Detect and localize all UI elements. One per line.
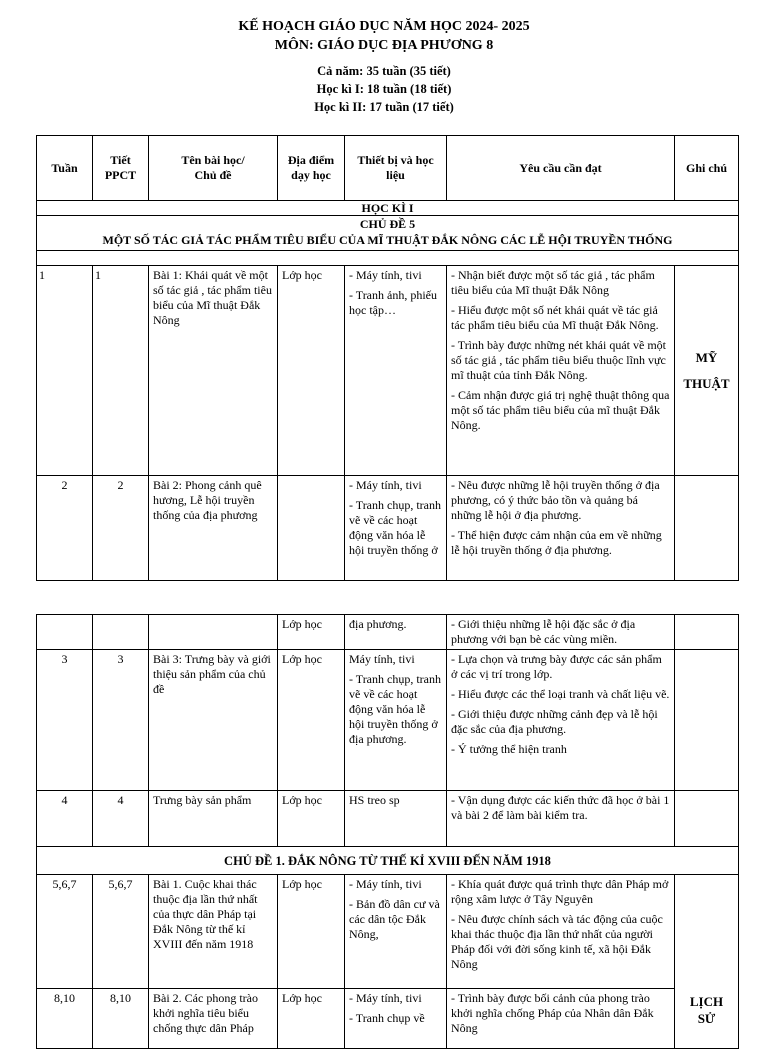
document-title: KẾ HOẠCH GIÁO DỤC NĂM HỌC 2024- 2025 bbox=[238, 19, 530, 34]
plan-table-page2 bbox=[36, 614, 739, 1049]
period-cell: 1 bbox=[93, 266, 149, 476]
term1-row bbox=[37, 201, 739, 216]
week-cell: 2 bbox=[37, 476, 93, 581]
week-cell: 1 bbox=[37, 266, 93, 476]
table-row bbox=[37, 476, 739, 581]
lesson-cell: Bài 1. Cuộc khai thác thuộc địa lần thứ nhất của thực dân Pháp tại Đắk Nông từ thế kỉ XVIII đến năm 1918 bbox=[149, 875, 278, 989]
note-cell bbox=[675, 615, 739, 650]
place-cell: Lớp học bbox=[278, 615, 345, 650]
equipment-cell: - Máy tính, tivi - Bản đồ dân cư và các dân tộc Đắk Nông, bbox=[345, 875, 447, 989]
subject-title: MÔN: GIÁO DỤC ĐỊA PHƯƠNG 8 bbox=[274, 38, 494, 53]
place-cell: Lớp học bbox=[278, 650, 345, 791]
topic5-heading: CHỦ ĐỀ 5 MỘT SỐ TÁC GIẢ TÁC PHẨM TIÊU BIỂU CỦA MĨ THUẬT ĐẮK NÔNG CÁC LỄ HỘI TRUYỀN THỐNG bbox=[37, 216, 739, 251]
place-cell: Lớp học bbox=[278, 989, 345, 1049]
equipment-cell: Máy tính, tivi - Tranh chụp, tranh vẽ về các hoạt động văn hóa lễ hội truyền thống ở địa phương. bbox=[345, 650, 447, 791]
requirement-cell: - Nhận biết được một số tác giả , tác phẩm tiêu biểu của Mĩ thuật Đắk Nông - Hiểu được một số nét khái quát về tác giả tác phẩm tiêu biểu của Mĩ thuật Đắk Nông. - Trình bày được những nét khái quát về một số tác giả , tác phẩm tiêu biểu thuộc lĩnh vực mĩ thuật của tỉnh Đắk Nông. - Cảm nhận được giá trị nghệ thuật thông qua một số tác phẩm tiêu biểu của mĩ thuật Đắk Nông. bbox=[447, 266, 675, 476]
period-cell: 5,6,7 bbox=[93, 875, 149, 989]
note-cell-art: MỸ THUẬT bbox=[675, 266, 739, 476]
col-place-header: Địa điểm dạy học bbox=[278, 136, 345, 201]
lesson-cell: Bài 2. Các phong trào khởi nghĩa tiêu biểu chống thực dân Pháp bbox=[149, 989, 278, 1049]
col-period-header: Tiết PPCT bbox=[93, 136, 149, 201]
note-cell-history: LỊCH SỬ bbox=[675, 989, 739, 1049]
requirement-cell: - Lựa chọn và trưng bày được các sản phẩm ở các vị trí trong lớp. - Hiểu được các thể loại tranh và chất liệu vẽ. - Giới thiệu được những cảnh đẹp và lễ hội đặc sắc của địa phương. - Ý tưởng thể hiện tranh bbox=[447, 650, 675, 791]
lesson-cell: Bài 1: Khái quát về một số tác giả , tác phẩm tiêu biểu của Mĩ thuật Đắk Nông bbox=[149, 266, 278, 476]
term1-label: HỌC KÌ I bbox=[37, 201, 739, 216]
equipment-cell: - Máy tính, tivi - Tranh chụp về bbox=[345, 989, 447, 1049]
period-cell: 8,10 bbox=[93, 989, 149, 1049]
topic1-heading: CHỦ ĐỀ 1. ĐẮK NÔNG TỪ THẾ KỈ XVIII ĐẾN NĂM 1918 bbox=[37, 847, 739, 875]
place-cell bbox=[278, 476, 345, 581]
table-row bbox=[37, 650, 739, 791]
requirement-cell: - Nêu được những lễ hội truyền thống ở địa phương, có ý thức bảo tồn và quảng bá những lễ hội ở địa phương. - Thể hiện được cảm nhận của em về những lễ hội truyền thống ở địa phương. bbox=[447, 476, 675, 581]
table-row bbox=[37, 615, 739, 650]
col-lesson-header: Tên bài học/ Chủ đề bbox=[149, 136, 278, 201]
equipment-cell: địa phương. bbox=[345, 615, 447, 650]
note-cell bbox=[675, 476, 739, 581]
place-cell: Lớp học bbox=[278, 791, 345, 847]
table-row bbox=[37, 875, 739, 989]
equipment-cell: - Máy tính, tivi - Tranh chụp, tranh vẽ về các hoạt động văn hóa lễ hội truyền thống ở bbox=[345, 476, 447, 581]
plan-table-page1 bbox=[36, 135, 739, 581]
period-cell: 3 bbox=[93, 650, 149, 791]
requirement-cell: - Trình bày được bối cảnh của phong trào khởi nghĩa chống Pháp của Nhân dân Đắk Nông bbox=[447, 989, 675, 1049]
period-cell bbox=[93, 615, 149, 650]
week-cell bbox=[37, 615, 93, 650]
equipment-cell: - Máy tính, tivi - Tranh ảnh, phiếu học tập… bbox=[345, 266, 447, 476]
table-row bbox=[37, 266, 739, 476]
col-note-header: Ghi chú bbox=[675, 136, 739, 201]
lesson-cell: Trưng bày sản phẩm bbox=[149, 791, 278, 847]
note-cell bbox=[675, 791, 739, 847]
col-equipment-header: Thiết bị và học liệu bbox=[345, 136, 447, 201]
year-summary: Cả năm: 35 tuần (35 tiết) bbox=[317, 64, 451, 78]
lesson-cell bbox=[149, 615, 278, 650]
equipment-cell: HS treo sp bbox=[345, 791, 447, 847]
table-row bbox=[37, 791, 739, 847]
week-cell: 4 bbox=[37, 791, 93, 847]
note-cell bbox=[675, 875, 739, 989]
place-cell: Lớp học bbox=[278, 266, 345, 476]
lesson-cell: Bài 3: Trưng bày và giới thiệu sản phẩm của chủ đề bbox=[149, 650, 278, 791]
topic5-row bbox=[37, 216, 739, 251]
col-week-header: Tuần bbox=[37, 136, 93, 201]
term1-summary: Học kì I: 18 tuần (18 tiết) bbox=[316, 82, 452, 96]
week-cell: 5,6,7 bbox=[37, 875, 93, 989]
requirement-cell: - Vận dụng được các kiến thức đã học ở bài 1 và bài 2 để làm bài kiểm tra. bbox=[447, 791, 675, 847]
topic1-row bbox=[37, 847, 739, 875]
period-cell: 4 bbox=[93, 791, 149, 847]
week-cell: 8,10 bbox=[37, 989, 93, 1049]
requirement-cell: - Khía quát được quá trình thực dân Pháp mở rộng xâm lược ở Tây Nguyên - Nêu được chính sách và tác động của cuộc khai thác thuộc địa lần thứ nhất của người Pháp đối với đời sống kinh tế, xã hội Đắk Nông bbox=[447, 875, 675, 989]
week-cell: 3 bbox=[37, 650, 93, 791]
place-cell: Lớp học bbox=[278, 875, 345, 989]
requirement-cell: - Giới thiệu những lễ hội đặc sắc ở địa phương với bạn bè các vùng miền. bbox=[447, 615, 675, 650]
note-cell bbox=[675, 650, 739, 791]
spacer-row bbox=[37, 251, 739, 266]
lesson-cell: Bài 2: Phong cảnh quê hương, Lễ hội truyền thống của địa phương bbox=[149, 476, 278, 581]
col-requirement-header: Yêu cầu cần đạt bbox=[447, 136, 675, 201]
period-cell: 2 bbox=[93, 476, 149, 581]
table-header-row bbox=[37, 136, 739, 201]
term2-summary: Học kì II: 17 tuần (17 tiết) bbox=[314, 100, 454, 114]
table-row bbox=[37, 989, 739, 1049]
